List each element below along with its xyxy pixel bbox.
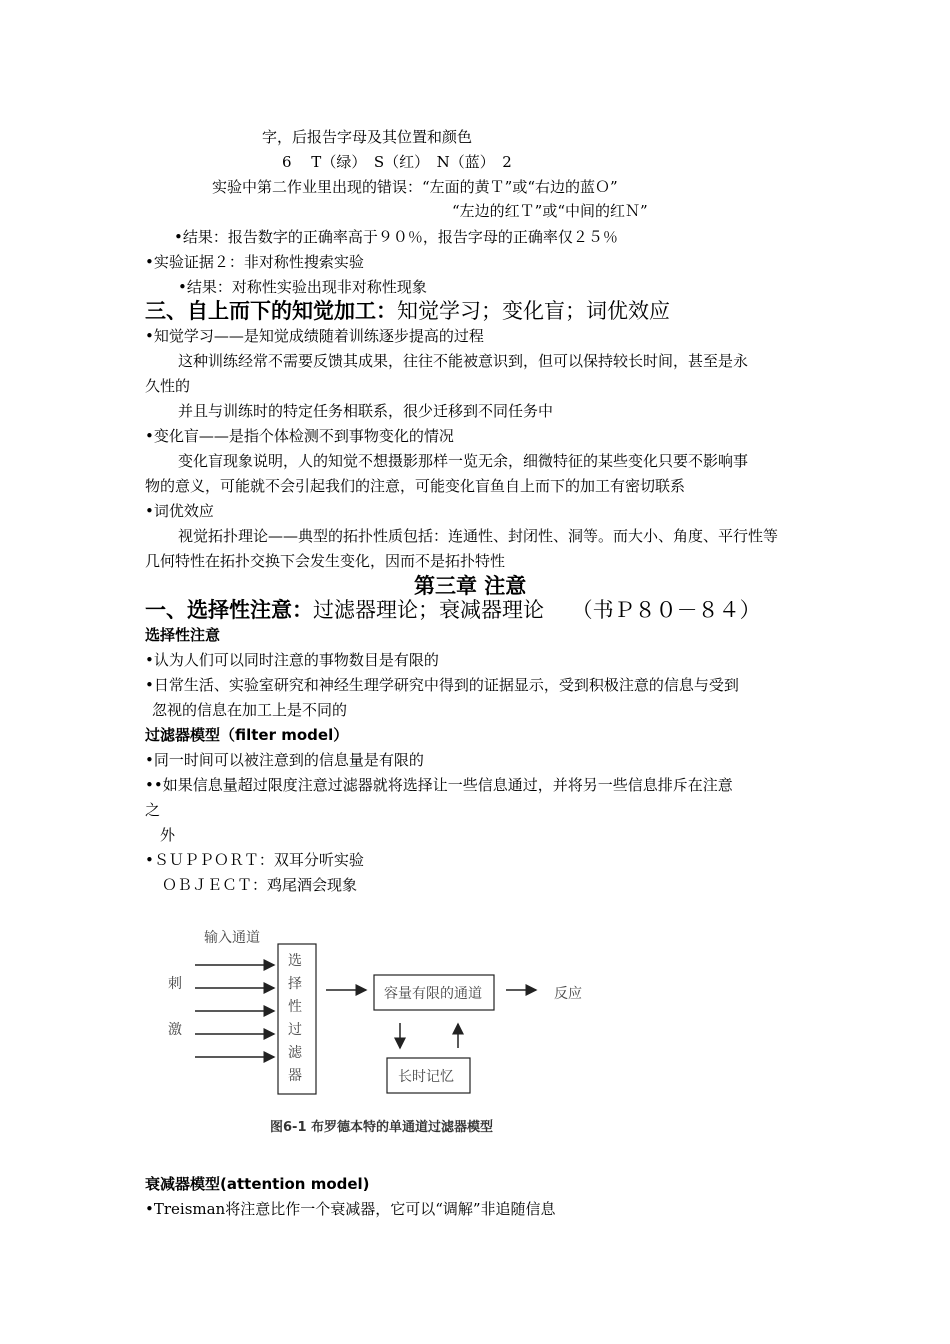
input-channel-label: 输入通道 xyxy=(204,930,260,946)
text-line: 外 xyxy=(160,826,176,844)
text-line: 视觉拓扑理论——典型的拓扑性质包括：连通性、封闭性、洞等。而大小、角度、平行性等 xyxy=(178,527,779,545)
text-line: 物的意义，可能就不会引起我们的注意，可能变化盲鱼自上而下的加工有密切联系 xyxy=(145,477,686,495)
bullet-line: •同一时间可以被注意到的信息量是有限的 xyxy=(145,751,424,769)
filter-char: 过 xyxy=(288,1022,302,1038)
bullet-line: •变化盲——是指个体检测不到事物变化的情况 xyxy=(145,427,454,445)
response-label: 反应 xyxy=(554,986,582,1002)
bullet-line: •ＳＵＰＰＯＲＴ：双耳分听实验 xyxy=(145,851,364,869)
section-heading-rest: 过滤器理论；衰减器理论 （书Ｐ８０－８４） xyxy=(313,598,761,622)
section-heading xyxy=(145,298,670,324)
long-term-memory-label: 长时记忆 xyxy=(398,1069,454,1085)
bullet-line: •Treisman将注意比作一个衰减器，它可以“调解”非追随信息 xyxy=(145,1200,556,1218)
bullet-line: •实验证据２：非对称性搜索实验 xyxy=(145,253,364,271)
text-line: “左边的红Ｔ”或“中间的红Ｎ” xyxy=(452,202,648,220)
text-line: 实验中第二作业里出现的错误：“左面的黄Ｔ”或“右边的蓝Ｏ” xyxy=(212,178,618,196)
bullet-line: ••如果信息量超过限度注意过滤器就将选择让一些信息通过，并将另一些信息排斥在注意 xyxy=(145,776,733,794)
text-line: 这种训练经常不需要反馈其成果，往往不能被意识到，但可以保持较长时间，甚至是永 xyxy=(178,352,749,370)
text-line: 字，后报告字母及其位置和颜色 xyxy=(262,128,473,146)
text-line: 6 T（绿） S（红） N（蓝） 2 xyxy=(282,153,512,171)
text-line: 变化盲现象说明，人的知觉不想摄影那样一览无余，细微特征的某些变化只要不影响事 xyxy=(178,452,749,470)
subheading: 选择性注意 xyxy=(145,626,221,644)
filter-char: 性 xyxy=(288,999,302,1015)
filter-char: 选 xyxy=(288,953,302,969)
stimulus-label-2: 激 xyxy=(168,1022,182,1038)
bullet-line: •知觉学习——是知觉成绩随着训练逐步提高的过程 xyxy=(145,327,484,345)
text-line: ＯＢＪＥＣＴ：鸡尾酒会现象 xyxy=(162,876,358,894)
filter-char: 择 xyxy=(288,976,302,992)
filter-char: 器 xyxy=(288,1068,302,1084)
text-line: 忽视的信息在加工上是不同的 xyxy=(152,701,348,719)
limited-channel-label: 容量有限的通道 xyxy=(384,986,482,1002)
bullet-line: •日常生活、实验室研究和神经生理学研究中得到的证据显示，受到积极注意的信息与受到 xyxy=(145,676,739,694)
text-line: 之 xyxy=(145,801,161,819)
text-line: 久性的 xyxy=(145,377,191,395)
section-heading xyxy=(145,597,761,623)
section-heading-bold: 一、选择性注意： xyxy=(145,598,313,622)
filter-char: 滤 xyxy=(288,1045,302,1061)
section-heading-rest: 知觉学习；变化盲；词优效应 xyxy=(397,299,670,323)
subheading: 过滤器模型（filter model） xyxy=(145,726,349,744)
chapter-title: 第三章 注意 xyxy=(414,574,527,598)
stimulus-label-1: 刺 xyxy=(168,976,182,992)
text-line: 并且与训练时的特定任务相联系，很少迁移到不同任务中 xyxy=(178,402,554,420)
bullet-line: •结果：报告数字的正确率高于９０％，报告字母的正确率仅２５％ xyxy=(174,228,618,246)
figure-caption: 图6-1 布罗德本特的单通道过滤器模型 xyxy=(270,1120,494,1135)
bullet-line: •认为人们可以同时注意的事物数目是有限的 xyxy=(145,651,439,669)
subheading: 衰减器模型(attention model) xyxy=(145,1175,370,1193)
filter-model-diagram xyxy=(140,920,620,1150)
bullet-line: •结果：对称性实验出现非对称性现象 xyxy=(178,278,427,296)
text-line: 几何特性在拓扑交换下会发生变化，因而不是拓扑特性 xyxy=(145,552,506,570)
section-heading-bold: 三、自上而下的知觉加工： xyxy=(145,299,397,323)
bullet-line: •词优效应 xyxy=(145,502,214,520)
